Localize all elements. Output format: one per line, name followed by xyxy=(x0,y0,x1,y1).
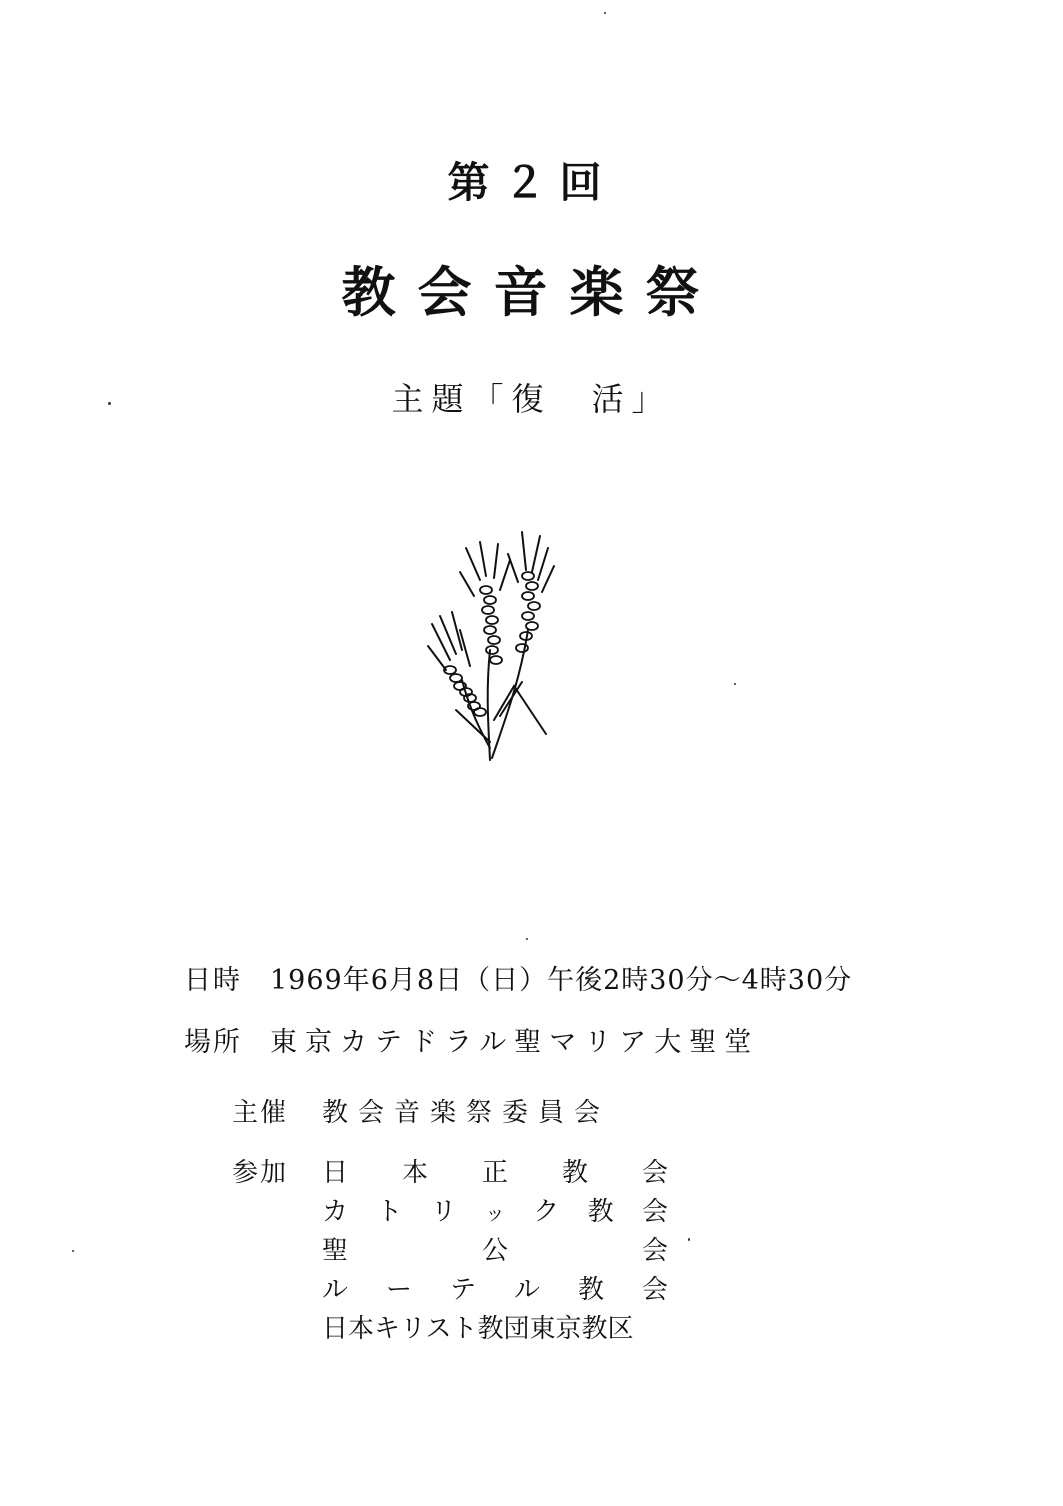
organizer-value: 教会音楽祭委員会 xyxy=(322,1098,611,1128)
participant-char: 会 xyxy=(641,1197,668,1227)
organizer-label: 主催 xyxy=(232,1098,289,1128)
participant-char: 教 xyxy=(577,1275,604,1305)
theme-subtitle: 主題「復 活」 xyxy=(391,380,672,418)
participant-char: ッ xyxy=(484,1201,505,1225)
venue-value: 東京カテドラル聖マリア大聖堂 xyxy=(270,1027,760,1058)
scan-speck xyxy=(526,938,528,940)
participant-char: カ xyxy=(322,1197,349,1227)
participant-char: リ xyxy=(430,1197,457,1227)
scan-speck xyxy=(688,1238,690,1241)
participant-char: 会 xyxy=(641,1236,668,1266)
venue-row xyxy=(184,1020,759,1059)
date-value: 1969年6月8日（日）午後2時30分〜4時30分 xyxy=(270,965,853,996)
date-label: 日時 xyxy=(184,965,242,996)
scan-speck xyxy=(108,402,111,405)
participant-char: 公 xyxy=(481,1236,508,1266)
participant-char: ク xyxy=(533,1197,560,1227)
participant-char: ル xyxy=(322,1275,349,1305)
participant-char: 日 xyxy=(322,1158,349,1188)
participant-char: ト xyxy=(376,1197,403,1227)
participant-char: ル xyxy=(513,1275,540,1305)
scan-speck xyxy=(604,12,606,14)
participants-label: 参加 xyxy=(232,1158,289,1188)
participant-char: 会 xyxy=(641,1275,668,1305)
participant-char: ー xyxy=(385,1275,412,1305)
participant-item xyxy=(322,1308,668,1345)
participant-char: テ xyxy=(449,1275,476,1305)
participant-char: 教 xyxy=(561,1158,588,1188)
participant-item xyxy=(322,1191,668,1228)
participant-char: 教 xyxy=(587,1197,614,1227)
participant-item xyxy=(322,1269,668,1306)
organizer-row xyxy=(232,1092,692,1128)
participant-char: 日本キリスト教団東京教区 xyxy=(322,1314,634,1344)
wheat-ears-icon xyxy=(410,520,570,770)
participant-item xyxy=(322,1230,668,1267)
scan-speck xyxy=(72,1250,74,1252)
participant-char: 会 xyxy=(641,1158,668,1188)
edition-number: 第２回 xyxy=(447,158,616,207)
participant-char: 正 xyxy=(481,1158,508,1188)
participant-char: 本 xyxy=(401,1158,428,1188)
venue-label: 場所 xyxy=(184,1027,242,1058)
date-row xyxy=(184,958,852,997)
scan-speck xyxy=(734,683,736,685)
page-title: 教会音楽祭 xyxy=(341,261,722,324)
participant-item xyxy=(322,1152,668,1189)
participant-char: 聖 xyxy=(322,1236,349,1266)
